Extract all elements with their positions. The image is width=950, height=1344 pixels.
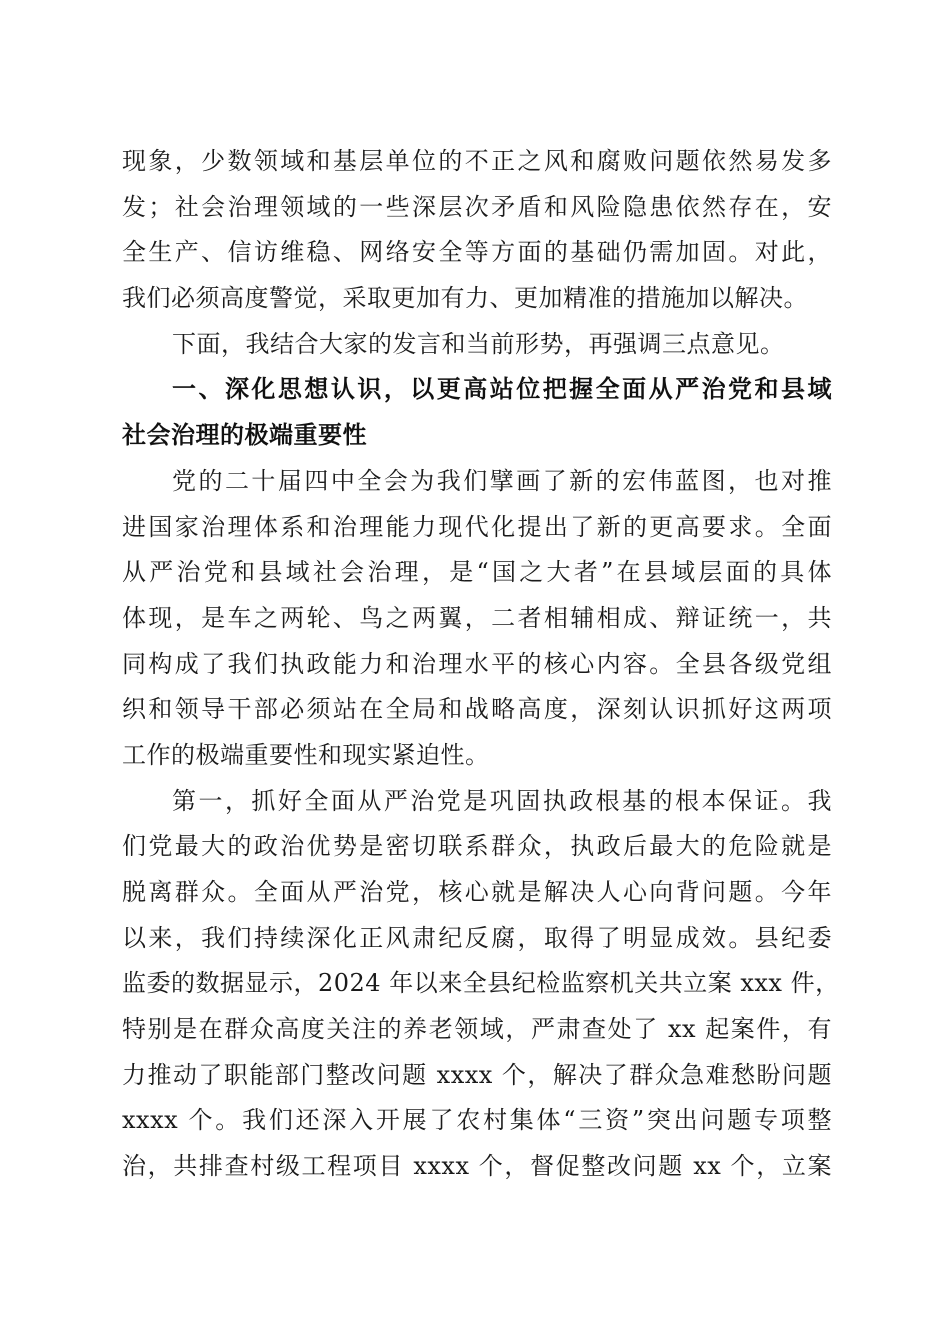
text-line: 以来，我们持续深化正风肃纪反腐，取得了明显成效。县纪委 bbox=[122, 923, 832, 952]
paragraph-3 bbox=[122, 459, 832, 779]
text-line: 力推动了职能部门整改问题 xxxx 个，解决了群众急难愁盼问题 bbox=[122, 1060, 832, 1089]
text-line: 织和领导干部必须站在全局和战略高度，深刻认识抓好这两项 bbox=[122, 695, 832, 724]
text-line: 脱离群众。全面从严治党，核心就是解决人心向背问题。今年 bbox=[122, 878, 832, 906]
text-line: 治，共排查村级工程项目 xxxx 个，督促整改问题 xx 个，立案 bbox=[122, 1152, 832, 1181]
text-line: 工作的极端重要性和现实紧迫性。 bbox=[122, 740, 490, 769]
text-line: 监委的数据显示，2024 年以来全县纪检监察机关共立案 xxx 件， bbox=[122, 969, 840, 998]
text-line: 进国家治理体系和治理能力现代化提出了新的更高要求。全面 bbox=[122, 512, 832, 541]
text-line: 党的二十届四中全会为我们擘画了新的宏伟蓝图，也对推 bbox=[172, 466, 832, 495]
heading-line: 一、深化思想认识，以更高站位把握全面从严治党和县域 bbox=[172, 375, 832, 404]
text-line: 下面，我结合大家的发言和当前形势，再强调三点意见。 bbox=[172, 329, 785, 358]
text-line: xxxx 个。我们还深入开展了农村集体“三资”突出问题专项整 bbox=[122, 1106, 832, 1135]
text-line: 现象，少数领域和基层单位的不正之风和腐败问题依然易发多 bbox=[122, 147, 832, 175]
paragraph-4 bbox=[122, 779, 840, 1190]
paragraph-1 bbox=[122, 139, 832, 322]
paragraph-2 bbox=[122, 322, 832, 368]
text-line: 同构成了我们执政能力和治理水平的核心内容。全县各级党组 bbox=[122, 649, 832, 678]
section-heading-1 bbox=[122, 367, 832, 458]
text-line: 我们必须高度警觉，采取更加有力、更加精准的措施加以解决。 bbox=[122, 284, 808, 313]
text-line: 第一，抓好全面从严治党是巩固执政根基的根本保证。我 bbox=[172, 786, 832, 815]
document-body bbox=[122, 139, 840, 1190]
text-line: 体现，是车之两轮、鸟之两翼，二者相辅相成、辩证统一，共 bbox=[122, 603, 832, 632]
heading-line: 社会治理的极端重要性 bbox=[122, 421, 367, 450]
text-line: 们党最大的政治优势是密切联系群众，执政后最大的危险就是 bbox=[122, 832, 832, 861]
text-line: 全生产、信访维稳、网络安全等方面的基础仍需加固。对此， bbox=[122, 238, 832, 267]
text-line: 特别是在群众高度关注的养老领域，严肃查处了 xx 起案件，有 bbox=[122, 1015, 832, 1044]
text-line: 从严治党和县域社会治理，是“国之大者”在县域层面的具体 bbox=[122, 558, 832, 587]
text-line: 发；社会治理领域的一些深层次矛盾和风险隐患依然存在，安 bbox=[122, 192, 832, 221]
